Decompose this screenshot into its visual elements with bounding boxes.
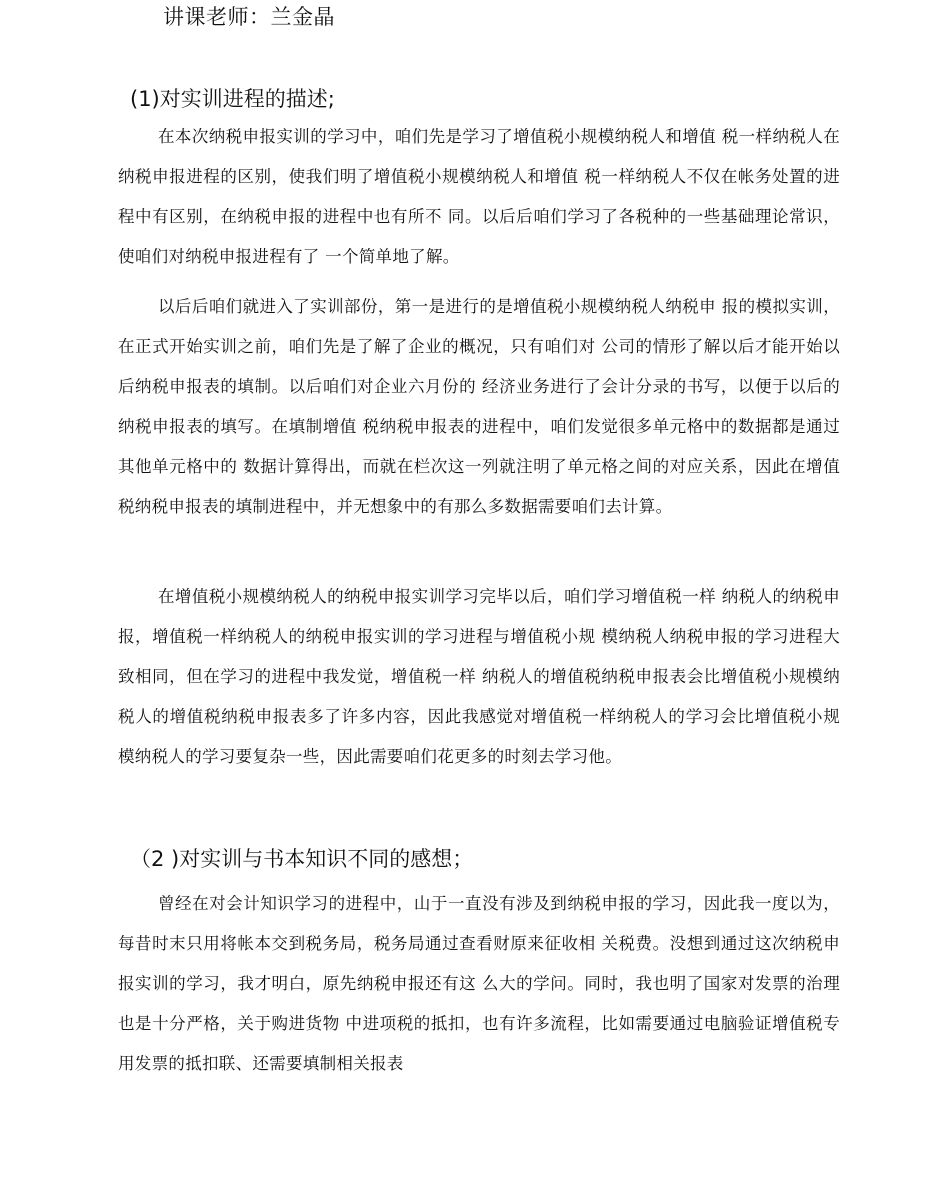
teacher-line: 讲课老师：兰金晶 xyxy=(163,5,335,29)
section-1-paragraph-2: 以后后咱们就进入了实训部份，第一是进行的是增值税小规模纳税人纳税申 报的模拟实训，在正式开始实训之前，咱们先是了解了企业的概况，只有咱们对 公司的情形了解以后才能开始以后纳税申报表的填制。以后咱们对企业六月份的 经济业务进行了会计分录的书写，以便于以后的纳税申报表的填写。在填制增值 税纳税申报表的进程中，咱们发觉很多单元格中的数据都是通过其他单元格中的 数据计算得出，而就在栏次这一列就注明了单元格之间的对应关系，因此在增值 税纳税申报表的填制进程中，并无想象中的有那么多数据需要咱们去计算。 xyxy=(118,297,840,516)
section-1-paragraph-1: 在本次纳税申报实训的学习中，咱们先是学习了增值税小规模纳税人和增值 税一样纳税人在纳税申报进程的区别，使我们明了增值税小规模纳税人和增值 税一样纳税人不仅在帐务处置的进程中有区别，在纳税申报的进程中也有所不 同。以后后咱们学习了各税种的一些基础理论常识，使咱们对纳税申报进程有了 一个简单地了解。 xyxy=(118,127,840,266)
section-1-paragraph-3: 在增值税小规模纳税人的纳税申报实训学习完毕以后，咱们学习增值税一样 纳税人的纳税申报，增值税一样纳税人的纳税申报实训的学习进程与增值税小规 模纳税人纳税申报的学习进程大致相同，但在学习的进程中我发觉，增值税一样 纳税人的增值税纳税申报表会比增值税小规模纳税人的增值税纳税申报表多了许多内容，因此我感觉对增值税一样纳税人的学习会比增值税小规模纳税人的学习要复杂一些，因此需要咱们花更多的时刻去学习他。 xyxy=(118,587,840,766)
section-2-paragraph-1: 曾经在对会计知识学习的进程中，山于一直没有涉及到纳税申报的学习，因此我一度以为，每昔时末只用将帐本交到税务局，税务局通过查看财原来征收相 关税费。没想到通过这次纳税申报实训的学习，我才明白，原先纳税申报还有这 么大的学问。同时，我也明了国家对发票的治理也是十分严格，关于购进货物 中进项税的抵扣，也有许多流程，比如需要通过电脑验证增值税专用发票的抵扣联、还需要填制相关报表 xyxy=(118,894,840,1073)
section-1-heading: (1)对实训进程的描述; xyxy=(130,87,335,111)
section-2-heading: （2 )对实训与书本知识不同的感想； xyxy=(130,847,474,871)
